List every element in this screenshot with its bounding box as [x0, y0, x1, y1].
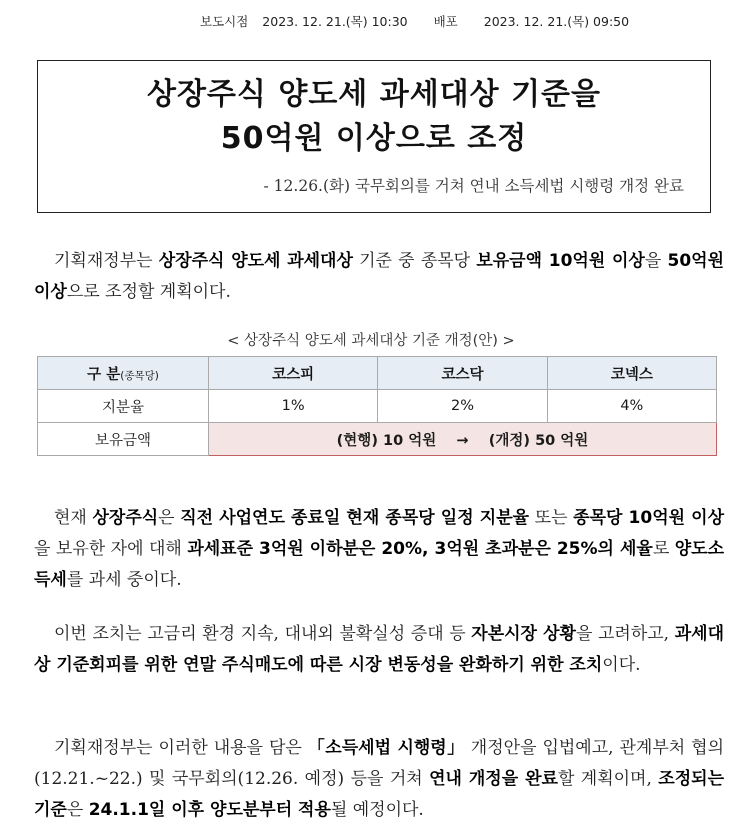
distribution-time: 2023. 12. 21.(목) 09:50 — [483, 14, 630, 29]
table-header-row — [38, 357, 717, 390]
bold-text: 과세대상 기준회피를 위한 연말 주식매도에 따른 시장 변동성을 완화하기 위한 조치 — [34, 624, 724, 675]
header-kosdaq: 코스닥 — [378, 357, 547, 390]
table-caption: < 상장주식 양도세 과세대상 기준 개정(안) > — [227, 333, 515, 349]
title-line-2: 50억원 이상으로 조정 — [220, 121, 528, 156]
bold-text: 24.1.1일 이후 양도분부터 적용 — [88, 800, 331, 820]
header-sub: (종목당) — [120, 369, 159, 382]
paragraph-current-rule — [34, 503, 724, 596]
text: 은 — [158, 508, 181, 528]
text: 은 — [66, 800, 89, 820]
text: 을 보유한 자에 대해 — [34, 539, 188, 559]
bold-text: 상장주식 — [92, 508, 159, 528]
cell-kosdaq: 2% — [378, 390, 547, 423]
cell-konex: 4% — [547, 390, 716, 423]
bold-text: 양도소득세 — [34, 539, 724, 590]
row-label: 보유금액 — [38, 423, 209, 456]
header-category — [38, 357, 209, 390]
bold-text: 50억원 이상 — [34, 251, 725, 302]
text: 기획재정부는 — [54, 251, 159, 271]
holding-amount-change: (현행) 10 억원 → (개정) 50 억원 — [209, 423, 717, 456]
cell-kospi: 1% — [209, 390, 378, 423]
bold-text: 상장주식 양도세 과세대상 — [158, 251, 353, 271]
text: 으로 조정할 계획이다. — [66, 282, 231, 302]
press-time: 2023. 12. 21.(목) 10:30 — [262, 14, 408, 29]
title-box — [37, 60, 711, 213]
bold-text: 보유금액 10억원 이상 — [476, 251, 645, 271]
text: 될 예정이다. — [330, 800, 424, 820]
paragraph-schedule — [34, 733, 724, 826]
paragraph-rationale — [34, 619, 724, 681]
bold-text: 종목당 10억원 이상 — [573, 508, 725, 528]
criteria-table — [37, 356, 717, 456]
release-info — [200, 12, 720, 30]
text: 을 고려하고, — [575, 624, 675, 644]
bold-text: 자본시장 상황 — [471, 624, 576, 644]
row-label: 지분율 — [38, 390, 209, 423]
bold-text: 연내 개정을 완료 — [429, 769, 558, 789]
bold-text: 직전 사업연도 종료일 현재 종목당 일정 지분율 — [180, 508, 530, 528]
text: 를 과세 중이다. — [66, 570, 182, 590]
text: 기획재정부는 이러한 내용을 담은 — [54, 738, 308, 758]
distribution-label: 배포 — [433, 14, 458, 29]
bold-text: 과세표준 3억원 이하분은 20%, 3억원 초과분은 25%의 세율 — [187, 539, 653, 559]
header-main: 구 분 — [87, 366, 121, 383]
bold-text: 「소득세법 시행령」 — [307, 738, 465, 758]
paragraph-intro — [34, 246, 724, 308]
text: 로 — [652, 539, 675, 559]
header-kospi: 코스피 — [209, 357, 378, 390]
text: 기준 중 종목당 — [352, 251, 477, 271]
subtitle: - 12.26.(화) 국무회의를 거쳐 연내 소득세법 시행령 개정 완료 — [263, 177, 684, 195]
text: 을 — [644, 251, 668, 271]
text: 할 계획이며, — [557, 769, 659, 789]
bold-text: 조정되는 기준 — [34, 769, 724, 820]
table-row — [38, 423, 717, 456]
table-row — [38, 390, 717, 423]
text: 현재 — [54, 508, 93, 528]
header-konex: 코넥스 — [547, 357, 716, 390]
press-label: 보도시점 — [200, 14, 249, 29]
text: 이다. — [602, 655, 641, 675]
text: 또는 — [529, 508, 574, 528]
title-line-1: 상장주식 양도세 과세대상 기준을 — [146, 77, 602, 112]
text: 이번 조치는 고금리 환경 지속, 대내외 불확실성 증대 등 — [54, 624, 472, 644]
text: 개정안을 입법예고, 관계부처 협의(12.21.~22.) 및 국무회의(12.26. 예정) 등을 거쳐 — [34, 738, 724, 789]
